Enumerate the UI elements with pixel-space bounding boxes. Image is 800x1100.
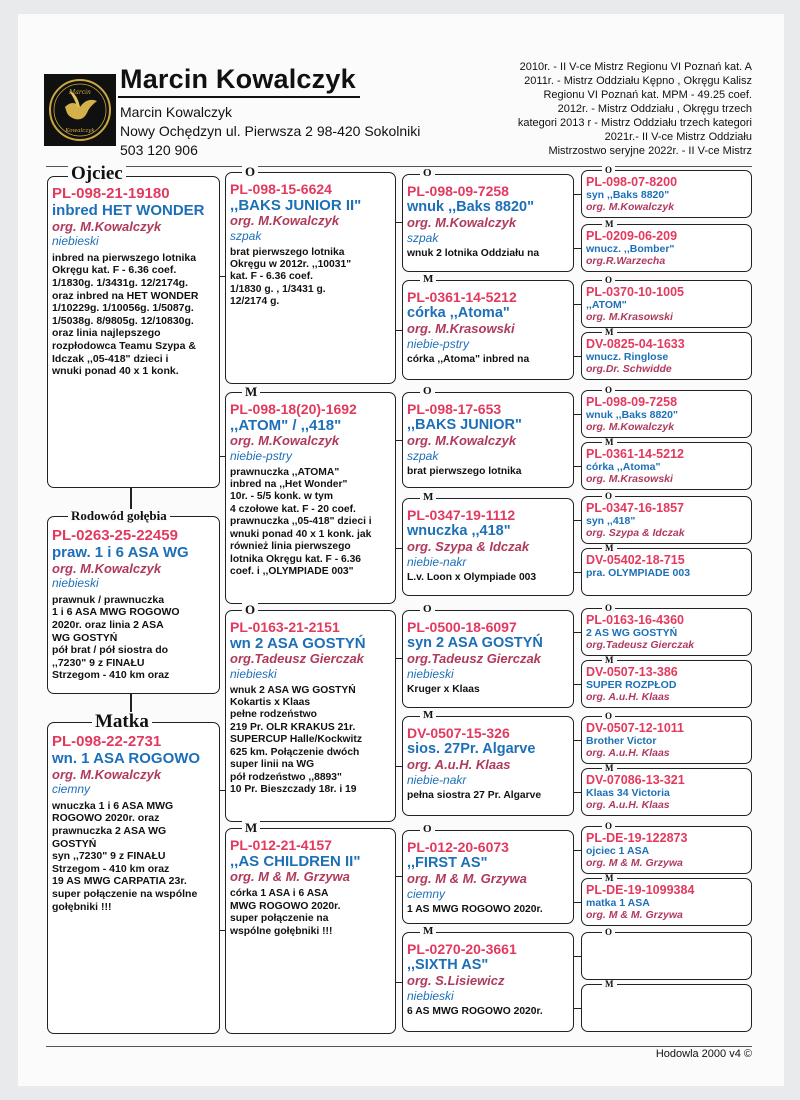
ggp-ring: PL-098-17-653	[407, 401, 502, 417]
subject-color: niebieski	[52, 576, 99, 591]
dam-mark: M	[420, 274, 436, 285]
achievement: 2012r. - Mistrz Oddziału , Okręgu trzech	[557, 103, 752, 115]
sire-mark: O	[602, 276, 615, 285]
ggg-card	[581, 878, 752, 926]
ggg-name: córka ,,Atoma"	[586, 461, 661, 474]
ggg-name: SUPER ROZPŁOD	[586, 679, 677, 692]
ggg-name: Klaas 34 Victoria	[586, 787, 670, 800]
ggg-card	[581, 280, 752, 328]
ggp-name: ,,SIXTH AS"	[407, 957, 489, 974]
gp-name: ,,ATOM" / ,,418"	[230, 417, 342, 435]
gp-color: niebieski	[230, 667, 277, 682]
ggg-ring: DV-05402-18-715	[586, 553, 685, 567]
ggp-desc: wnuk 2 lotnika Oddziału na	[407, 248, 540, 260]
connector	[574, 684, 581, 685]
ggg-ring: PL-0361-14-5212	[586, 447, 684, 461]
ggp-breeder: org. M.Kowalczyk	[407, 214, 517, 230]
ggg-breeder: org. A.u.H. Klaas	[586, 799, 670, 812]
connector	[396, 222, 402, 223]
gp-color: niebie-pstry	[230, 449, 293, 464]
ggg-card	[581, 548, 752, 596]
great-grandparent-card	[402, 830, 574, 924]
great-grandparent-card	[402, 932, 574, 1032]
ggg-name: 2 AS WG GOSTYŃ	[586, 627, 678, 640]
contact-phone: 503 120 906	[120, 142, 198, 158]
breeder-logo	[44, 74, 116, 146]
connector	[574, 740, 581, 741]
father-color: niebieski	[52, 234, 99, 249]
connector	[220, 276, 225, 277]
ggp-ring: PL-098-09-7258	[407, 183, 509, 199]
ggp-breeder: org. M.Kowalczyk	[407, 432, 517, 448]
ggp-desc: Kruger x Klaas	[407, 684, 480, 696]
dam-mark: M	[420, 926, 436, 937]
ggg-breeder: org.R.Warzecha	[586, 255, 666, 268]
ggp-ring: PL-0347-19-1112	[407, 507, 516, 523]
great-grandparent-card	[402, 174, 574, 272]
gp-ring: PL-012-21-4157	[230, 837, 332, 853]
ggg-breeder: org.Dr. Schwidde	[586, 363, 672, 376]
mother-name: wn. 1 ASA ROGOWO	[52, 750, 201, 768]
ggg-card	[581, 608, 752, 656]
connector	[396, 766, 402, 767]
sire-mark: O	[602, 166, 615, 175]
ggg-breeder: org.Tadeusz Gierczak	[586, 639, 695, 652]
achievement: Regionu VI Poznań kat. MPM - 49.25 coef.	[543, 89, 752, 101]
ggg-card	[581, 442, 752, 490]
gp-desc: wnuk 2 ASA WG GOSTYŃ Kokartis x Klaas pełne rodzeństwo 219 Pr. OLR KRAKUS 21r. SUPERCUP Halle/Kockwitz 625 km. Połączenie dwóch super linii na WG pół rodzeństwo ,,8893" 10 Pr. Bieszczady 18r. i 19	[230, 684, 362, 795]
pedigree-label: Rodowód gołębia	[68, 509, 170, 522]
ggg-card	[581, 768, 752, 816]
ggp-name: wnuk ,,Baks 8820"	[407, 199, 534, 216]
connector	[574, 194, 581, 195]
dam-mark: M	[602, 438, 617, 447]
gp-name: ,,BAKS JUNIOR II"	[230, 197, 362, 215]
ggg-name: wnuk ,,Baks 8820"	[586, 409, 678, 422]
ggp-name: ,,BAKS JUNIOR"	[407, 417, 522, 434]
ggg-name: syn ,,Baks 8820"	[586, 189, 670, 202]
ggg-name: ojciec 1 ASA	[586, 845, 650, 858]
ggp-color: niebieski	[407, 666, 454, 681]
ggg-breeder: org. M & M. Grzywa	[586, 857, 683, 870]
sire-mark: O	[602, 386, 615, 395]
sire-mark: O	[420, 824, 435, 835]
achievement: Mistrzostwo seryjne 2022r. - II V-ce Mistrz	[548, 145, 752, 157]
ggg-breeder: org. M.Kowalczyk	[586, 421, 675, 434]
sire-mark: O	[602, 492, 615, 501]
ggg-ring: PL-0347-16-1857	[586, 501, 684, 515]
ggg-name: syn ,,418"	[586, 515, 636, 528]
ggp-ring: PL-0361-14-5212	[407, 289, 517, 305]
gp-desc: córka 1 ASA i 6 ASA MWG ROGOWO 2020r. super połączenie na wspólne gołębniki !!!	[230, 888, 341, 937]
connector	[574, 792, 581, 793]
great-grandparent-card	[402, 392, 574, 488]
ggg-card	[581, 170, 752, 218]
ggg-ring: PL-098-09-7258	[586, 395, 678, 409]
ggg-card	[581, 390, 752, 438]
ggg-name: Brother Victor	[586, 735, 657, 748]
footer-text: Hodowla 2000 v4 ©	[655, 1048, 752, 1060]
mother-ring: PL-098-22-2731	[52, 733, 162, 750]
sire-mark: O	[242, 165, 258, 178]
grandparent-card	[225, 610, 396, 822]
sire-mark: O	[602, 928, 615, 937]
subject-card	[47, 516, 220, 694]
connector	[574, 632, 581, 633]
contact-address: Nowy Ochędzyn ul. Pierwsza 2 98-420 Sokolniki	[120, 123, 421, 139]
grandparent-card	[225, 172, 396, 384]
ggp-name: syn 2 ASA GOSTYŃ	[407, 635, 543, 652]
great-grandparent-card	[402, 280, 574, 380]
ggp-name: wnuczka ,,418"	[407, 523, 511, 540]
ggg-breeder: org. A.u.H. Klaas	[586, 747, 670, 760]
ggp-ring: PL-0500-18-6097	[407, 619, 517, 635]
gp-breeder: org.Tadeusz Gierczak	[230, 651, 364, 667]
dam-mark: M	[602, 544, 617, 553]
connector	[220, 790, 225, 791]
ggp-color: niebie-nakr	[407, 554, 467, 569]
ggp-name: córka ,,Atoma"	[407, 305, 510, 322]
ggp-desc: brat pierwszego lotnika	[407, 466, 522, 478]
ggg-ring: PL-0370-10-1005	[586, 285, 684, 299]
ggp-breeder: org.Tadeusz Gierczak	[407, 650, 541, 666]
ggp-breeder: org. S.Lisiewicz	[407, 972, 505, 988]
mother-desc: wnuczka 1 i 6 ASA MWG ROGOWO 2020r. oraz prawnuczka 2 ASA WG GOSTYŃ syn ,,7230" 9 z FINAŁU Strzegom - 410 km oraz 19 AS MWG CARPATIA 23r. super połączenie na wspólne gołębniki !!!	[52, 799, 198, 913]
gp-color: szpak	[230, 229, 262, 244]
ggp-desc: 1 AS MWG ROGOWO 2020r.	[407, 904, 543, 916]
mother-breeder: org. M.Kowalczyk	[52, 766, 162, 782]
contact-name: Marcin Kowalczyk	[120, 104, 233, 120]
ggp-ring: PL-0270-20-3661	[407, 941, 517, 957]
ggp-color: niebie-pstry	[407, 336, 470, 351]
ggg-ring: PL-0163-16-4360	[586, 613, 684, 627]
gp-ring: PL-098-15-6624	[230, 181, 332, 197]
connector	[574, 572, 581, 573]
ggg-card	[581, 716, 752, 764]
connector	[396, 876, 402, 877]
ggp-color: niebieski	[407, 988, 454, 1003]
dove-logo-icon	[47, 77, 113, 143]
name-underline	[118, 96, 360, 98]
father-name: inbred HET WONDER	[52, 202, 205, 220]
ggg-name: ,,ATOM"	[586, 299, 627, 312]
connector	[220, 930, 225, 931]
father-desc: inbred na pierwszego lotnika Okręgu kat. F - 6.36 coef. 1/1830g. 1/3431g. 12/2174g. oraz inbred na HET WONDER 1/10229g. 1/10056g. 1/5087g. 1/5038g. 8/9805g. 12/10830g. oraz linia najlepszego rozpłodowca Teamu Szypa & Idczak ,,05-418" dzieci i wnuki ponad 40 x 1 konk.	[52, 251, 199, 378]
gp-breeder: org. M.Kowalczyk	[230, 433, 340, 449]
connector	[396, 548, 402, 549]
ggg-card	[581, 224, 752, 272]
dam-mark: M	[602, 874, 617, 883]
ggp-color: szpak	[407, 230, 439, 245]
grandparent-card	[225, 828, 396, 1034]
achievements-list	[422, 60, 752, 158]
ggg-breeder: org. Szypa & Idczak	[586, 527, 685, 540]
footer-divider	[46, 1046, 752, 1047]
ggg-ring: DV-07086-13-321	[586, 773, 685, 787]
connector	[396, 982, 402, 983]
gp-breeder: org. M & M. Grzywa	[230, 869, 350, 885]
ggp-breeder: org. M.Krasowski	[407, 320, 515, 336]
sire-mark: O	[602, 604, 615, 613]
ggg-ring: DV-0507-13-386	[586, 665, 678, 679]
gp-name: ,,AS CHILDREN II"	[230, 853, 361, 871]
ggp-breeder: org. Szypa & Idczak	[407, 538, 530, 554]
father-card	[47, 176, 220, 488]
mother-color: ciemny	[52, 782, 91, 797]
ggp-name: ,,FIRST AS"	[407, 855, 488, 872]
ggg-card-empty	[581, 984, 752, 1032]
connector	[574, 902, 581, 903]
breeder-contact	[120, 103, 420, 160]
ggg-ring: DV-0825-04-1633	[586, 337, 685, 351]
ggg-ring: PL-0209-06-209	[586, 229, 678, 243]
dam-mark: M	[602, 656, 617, 665]
gp-name: wn 2 ASA GOSTYŃ	[230, 635, 366, 653]
sire-mark: O	[602, 822, 615, 831]
gp-ring: PL-0163-21-2151	[230, 619, 340, 635]
ggg-card	[581, 660, 752, 708]
ggp-breeder: org. M & M. Grzywa	[407, 870, 527, 886]
sire-mark: O	[420, 604, 435, 615]
ggg-breeder: org. A.u.H. Klaas	[586, 691, 670, 704]
connector	[220, 456, 225, 457]
subject-breeder: org. M.Kowalczyk	[52, 560, 162, 576]
logo-text-top: Marcin	[69, 89, 91, 96]
ggg-ring: DV-0507-12-1011	[586, 721, 684, 735]
ggg-name: pra. OLYMPIADE 003	[586, 567, 691, 580]
connector	[396, 330, 402, 331]
connector	[574, 520, 581, 521]
ggg-breeder: org. M & M. Grzywa	[586, 909, 683, 922]
ggp-breeder: org. A.u.H. Klaas	[407, 756, 511, 772]
connector	[574, 956, 581, 957]
father-ring: PL-098-21-19180	[52, 185, 170, 202]
sire-mark: O	[420, 168, 435, 179]
ggg-ring: PL-098-07-8200	[586, 175, 678, 189]
ggg-breeder: org. M.Krasowski	[586, 311, 673, 324]
achievement: 2011r. - Mistrz Oddziału Kępno , Okręgu Kalisz	[524, 75, 752, 87]
dam-mark: M	[602, 220, 617, 229]
gp-desc: prawnuczka ,,ATOMA" inbred na ,,Het Wonder" 10r. - 5/5 konk. w tym 4 czołowe kat. F - 20 coef. prawnuczka ,,05-418" dzieci i wnuki ponad 40 x 1 konk. jak również linia pierwszego lotnika Okręgu kat. F - 6.36 coef. i ,,OLYMPIADE 003"	[230, 466, 372, 577]
dam-mark: M	[420, 492, 436, 503]
mother-card	[47, 722, 220, 1034]
ggp-name: sios. 27Pr. Algarve	[407, 741, 536, 758]
connector	[574, 414, 581, 415]
connector	[574, 304, 581, 305]
ggg-card-empty	[581, 932, 752, 980]
dam-mark: M	[420, 710, 436, 721]
achievement: kategori 2013 r - Mistrz Oddziału trzech kategori	[517, 117, 752, 129]
great-grandparent-card	[402, 716, 574, 816]
connector	[574, 466, 581, 467]
dam-mark: M	[242, 385, 260, 398]
ggp-ring: PL-012-20-6073	[407, 839, 509, 855]
breeder-name: Marcin Kowalczyk	[120, 64, 356, 94]
subject-ring: PL-0263-25-22459	[52, 527, 178, 544]
father-label: Ojciec	[68, 164, 126, 183]
father-breeder: org. M.Kowalczyk	[52, 218, 162, 234]
great-grandparent-card	[402, 498, 574, 596]
ggg-breeder: org. M.Kowalczyk	[586, 201, 675, 214]
ggp-desc: L.v. Loon x Olympiade 003	[407, 572, 537, 584]
header-divider	[46, 166, 752, 167]
mother-label: Matka	[92, 712, 152, 731]
great-grandparent-card	[402, 610, 574, 708]
ggg-name: matka 1 ASA	[586, 897, 650, 910]
ggg-breeder: org. M.Krasowski	[586, 473, 673, 486]
connector	[574, 356, 581, 357]
ggg-card	[581, 826, 752, 874]
subject-name: praw. 1 i 6 ASA WG	[52, 544, 189, 562]
connector	[574, 248, 581, 249]
dam-mark: M	[242, 821, 260, 834]
ggg-card	[581, 332, 752, 380]
gp-ring: PL-098-18(20)-1692	[230, 401, 357, 417]
gp-breeder: org. M.Kowalczyk	[230, 213, 340, 229]
ggp-color: niebie-nakr	[407, 772, 467, 787]
gp-desc: brat pierwszego lotnika Okręgu w 2012r. ,,10031" kat. F - 6.36 coef. 1/1830 g. , 1/3431 g. 12/2174 g.	[230, 246, 352, 308]
ggg-ring: PL-DE-19-1099384	[586, 883, 695, 897]
connector	[574, 850, 581, 851]
ggg-name: wnucz. ,,Bomber"	[586, 243, 675, 256]
achievement: 2021r.- II V-ce Mistrz Oddziału	[604, 131, 752, 143]
connector	[396, 440, 402, 441]
subject-desc: prawnuk / prawnuczka 1 i 6 ASA MWG ROGOWO 2020r. oraz linia 2 ASA WG GOSTYŃ pół brat / pół siostra do ,,7230" 9 z FINAŁU Strzegom - 410 km oraz	[52, 593, 180, 682]
dam-mark: M	[602, 328, 617, 337]
ggg-name: wnucz. Ringlose	[586, 351, 669, 364]
ggp-desc: 6 AS MWG ROGOWO 2020r.	[407, 1006, 543, 1018]
connector	[396, 658, 402, 659]
dam-mark: M	[602, 764, 617, 773]
ggg-ring: PL-DE-19-122873	[586, 831, 688, 845]
ggp-desc: pełna siostra 27 Pr. Algarve	[407, 790, 542, 802]
achievement: 2010r. - II V-ce Mistrz Regionu VI Poznań kat. A	[519, 61, 752, 73]
ggp-ring: DV-0507-15-326	[407, 725, 510, 741]
ggg-card	[581, 496, 752, 544]
sire-mark: O	[602, 712, 615, 721]
ggp-color: ciemny	[407, 886, 446, 901]
sire-mark: O	[420, 386, 435, 397]
sire-mark: O	[242, 603, 258, 616]
logo-text-bottom: Kowalczyk	[65, 128, 95, 134]
connector	[574, 1008, 581, 1009]
dam-mark: M	[602, 980, 617, 989]
ggp-desc: córka ,,Atoma" inbred na	[407, 354, 530, 366]
grandparent-card	[225, 392, 396, 604]
ggp-color: szpak	[407, 448, 439, 463]
